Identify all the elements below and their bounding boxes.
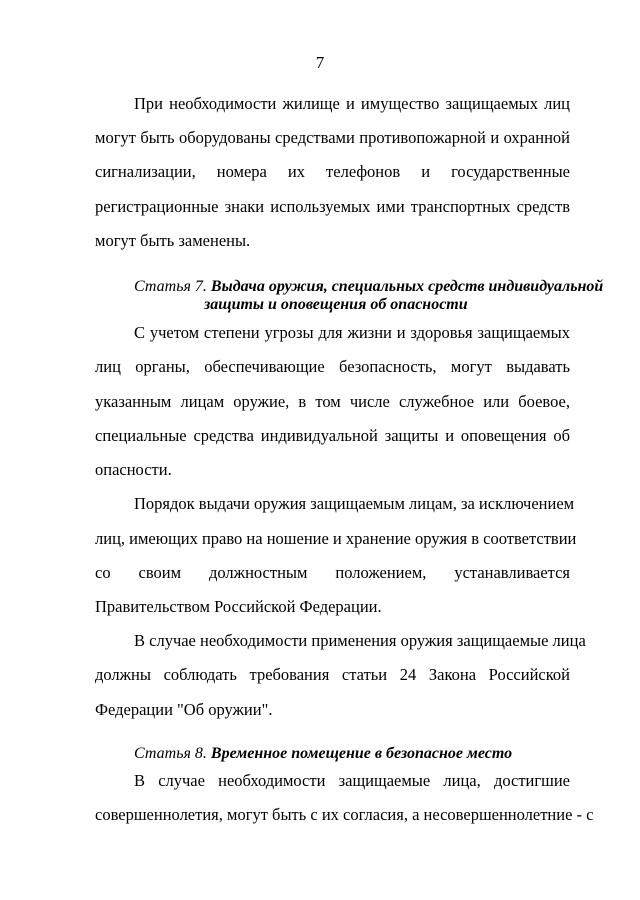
- text-line: В случае необходимости защищаемые лица, достигшие: [134, 771, 570, 790]
- text-line: При необходимости жилище и имущество защищаемых лиц: [134, 94, 570, 113]
- text-line: указанным лицам оружие, в том числе служебное или боевое,: [95, 392, 570, 411]
- text-line: регистрационные знаки используемых ими транспортных средств: [95, 197, 570, 216]
- article-8-title: Временное помещение в безопасное место: [210, 745, 513, 762]
- text-line: С учетом степени угрозы для жизни и здоровья защищаемых: [134, 323, 570, 342]
- text-line: могут быть заменены.: [95, 231, 251, 250]
- text-line: сигнализации, номера их телефонов и государственные: [95, 162, 570, 181]
- text-line: совершеннолетия, могут быть с их согласия, а несовершеннолетние - с: [95, 805, 594, 824]
- article-7-prefix: Статья 7.: [134, 278, 207, 295]
- text-line: Федерации "Об оружии".: [95, 700, 273, 719]
- text-line: В случае необходимости применения оружия защищаемые лица: [134, 631, 586, 650]
- text-line: специальные средства индивидуальной защиты и оповещения об: [95, 426, 570, 445]
- article-8-heading: [134, 744, 512, 764]
- text-line: должны соблюдать требования статьи 24 Закона Российской: [95, 665, 570, 684]
- text-line: Правительством Российской Федерации.: [95, 597, 382, 616]
- article-7-title-line-1: Выдача оружия, специальных средств индивидуальной: [210, 278, 604, 295]
- article-7-title-line-2: защиты и оповещения об опасности: [204, 296, 468, 313]
- page-number: 7: [315, 53, 325, 72]
- article-8-prefix: Статья 8.: [134, 745, 207, 762]
- text-line: опасности.: [95, 460, 172, 479]
- text-line: лиц органы, обеспечивающие безопасность, могут выдавать: [95, 357, 570, 376]
- text-line: могут быть оборудованы средствами противопожарной и охранной: [95, 128, 570, 147]
- text-line: со своим должностным положением, устанавливается: [95, 563, 570, 582]
- article-7-heading-continued: [204, 295, 468, 315]
- text-line: Порядок выдачи оружия защищаемым лицам, за исключением: [134, 494, 575, 513]
- text-line: лиц, имеющих право на ношение и хранение оружия в соответствии: [95, 529, 577, 548]
- article-7-heading: [134, 277, 603, 297]
